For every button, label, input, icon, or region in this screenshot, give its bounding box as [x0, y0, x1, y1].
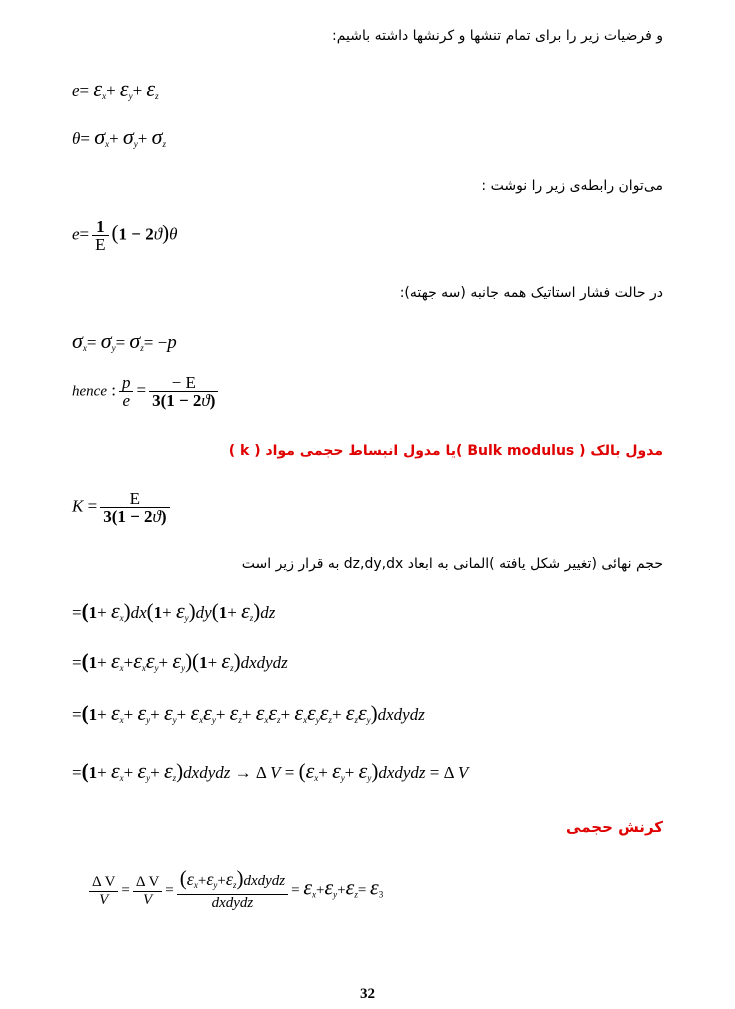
equation-e-theta: e= $\frac{1}{E}$ (1 − 2ϑ)θ [72, 217, 178, 254]
intro-text: و فرضیات زیر را برای تمام تنشها و کرنشها داشته باشیم: [332, 28, 663, 44]
equation-volumetric-strain: $\frac{\text{Δ V}}{V}$ = $\frac{\text{Δ V}}{V}$ = $\frac{(\varepsilon_x+\varepsilon_y+\varepsilon_z)dxdydz}{\text{dxdydz}}$ = $\varepsilon_x+\varepsilon_y+\varepsilon_z= \varepsilon_3$ [86, 870, 383, 912]
equation-volume-2: $=(1+ \varepsilon_x+\varepsilon_x\varepsilon_y+ \varepsilon_y)(1+$ $\varepsilon_z)dxdydz$ [72, 648, 288, 673]
final-volume-text: حجم نهائی (تغییر شکل یافته )المانی به ابعاد dz,dy,dx به قرار زیر است [241, 556, 663, 572]
equation-bulk-modulus: K = $\frac{E}{3(1 - 2ϑ)}$ [72, 490, 173, 525]
bulk-modulus-heading: مدول بالک ( Bulk modulus )یا مدول انبساط حجمی مواد ( k ) [228, 443, 663, 459]
page-number: 32 [360, 986, 375, 1002]
hydrostatic-text: در حالت فشار استاتیک همه جانبه (سه جهته): [399, 285, 663, 301]
equation-volume-1: $=(1+ \varepsilon_x)dx(1+ \varepsilon_y)dy(1+ \varepsilon_z)dz$ [72, 598, 276, 623]
equation-sigma-p: $\sigma_x= \sigma_y= \sigma_z= -p$ [72, 328, 177, 353]
equation-theta: $\theta= \sigma_x+ \sigma_y+ \sigma_z$ [72, 124, 166, 149]
volumetric-strain-heading: کرنش حجمی [566, 818, 663, 836]
equation-volume-4: $=(1+ \varepsilon_x+ \varepsilon_y+$ $\varepsilon_z)dxdydz \to \Delta$ $V = (\varepsilon_x+ \varepsilon_y+$ $\varepsilon_y)dxdydz = \Delta$ V [72, 758, 469, 783]
equation-hence: hence : $\frac{p}{e}$ = $\frac{- E}{3(1 - 2ϑ)}$ [72, 374, 221, 409]
equation-e: $e= \varepsilon_x+ \varepsilon_y+ \varepsilon_z$ [72, 76, 159, 101]
relation-text: می‌توان رابطه‌ی زیر را نوشت : [481, 178, 663, 194]
equation-volume-3: $=(1+ \varepsilon_x+ \varepsilon_y+ \varepsilon_y+ \varepsilon_x\varepsilon_y+ \varepsilon_z+ \varepsilon_x\varepsilon_z+ \varepsilon_x\varepsilon_y\varepsilon_z+$ $\varepsilon_z\varepsilon_y)dxdydz$ [72, 700, 425, 725]
